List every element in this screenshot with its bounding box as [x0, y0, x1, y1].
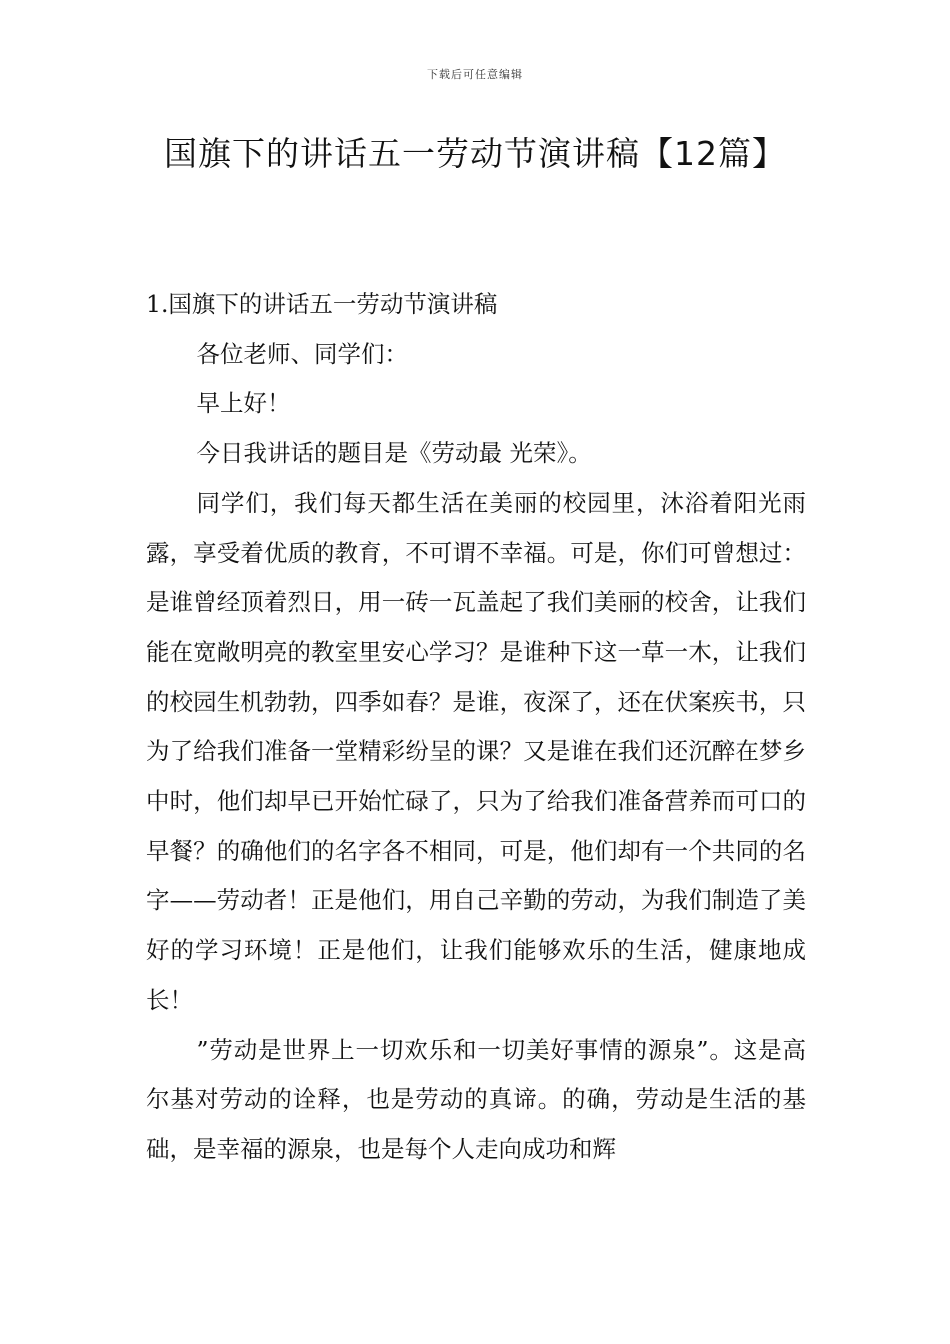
paragraph-topic: 今日我讲话的题目是《劳动最 光荣》。 [196, 439, 592, 468]
paragraph-body-1: 同学们，我们每天都生活在美丽的校园里，沐浴着阳光雨露，享受着优质的教育，不可谓不幸福。可是，你们可曾想过：是谁曾经顶着烈日，用一砖一瓦盖起了我们美丽的校舍，让我们能在宽敞明亮的教室里安心学习？是谁种下这一草一木，让我们的校园生机勃勃，四季如春？是谁，夜深了，还在伏案疾书，只为了给我们准备一堂精彩纷呈的课？又是谁在我们还沉醉在梦乡中时，他们却早已开始忙碌了，只为了给我们准备营养而可口的早餐？的确他们的名字各不相同，可是，他们却有一个共同的名字——劳动者！正是他们，用自己辛勤的劳动，为我们制造了美好的学习环境！正是他们，让我们能够欢乐的生活，健康地成长！ [146, 488, 806, 1014]
paragraph-good-morning: 早上好！ [196, 389, 291, 418]
paragraph-greeting: 各位老师、同学们： [196, 339, 409, 368]
paragraph-body-2: ”劳动是世界上一切欢乐和一切美好事情的源泉”。这是高尔基对劳动的诠释，也是劳动的真谛。的确，劳动是生活的基础，是幸福的源泉，也是每个人走向成功和辉 [146, 1035, 806, 1163]
header-note: 下载后可任意编辑 [427, 68, 523, 81]
document-title: 国旗下的讲话五一劳动节演讲稿【12篇】 [164, 134, 786, 173]
document-body [146, 280, 806, 1175]
section-heading: 1.国旗下的讲话五一劳动节演讲稿 [146, 290, 498, 318]
